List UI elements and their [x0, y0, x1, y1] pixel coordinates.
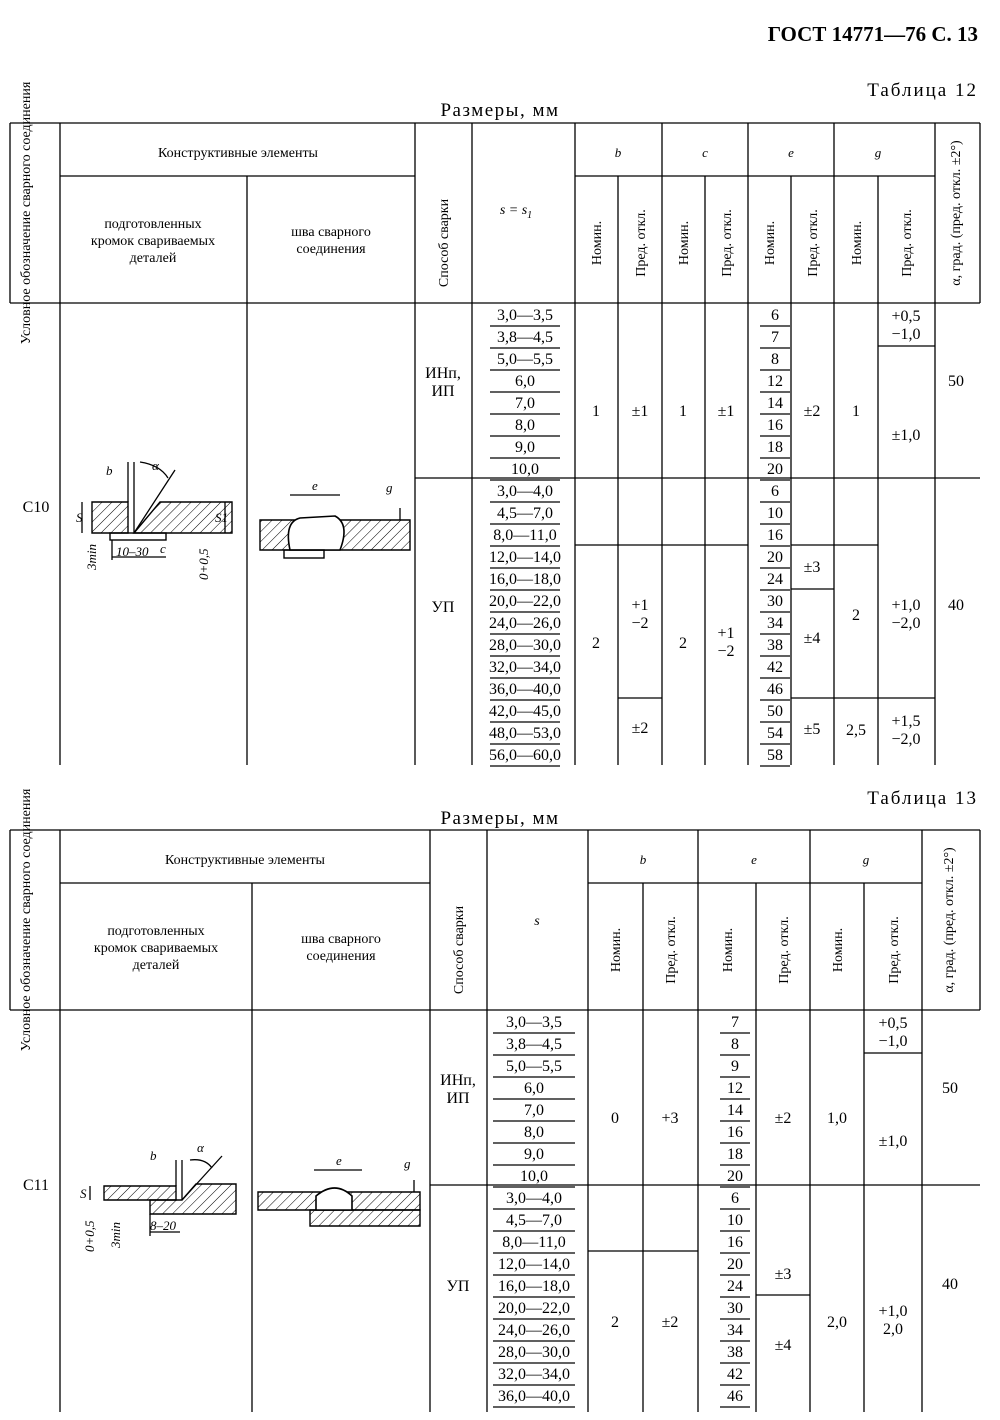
- t12-s-cell: 48,0—53,0: [489, 725, 561, 742]
- t13-e-cell: 42: [727, 1366, 743, 1383]
- t12-subhdr-4: Номин.: [763, 220, 778, 266]
- t13-e-cell: 16: [727, 1124, 743, 1141]
- t12-c-dev-3: −2: [717, 643, 735, 660]
- t13-method1-a: ИНп,: [440, 1072, 476, 1089]
- t12-s-cell: 42,0—45,0: [489, 703, 561, 720]
- t12-g-dev-4: +1,0: [891, 597, 921, 614]
- t13-e-cell: 10: [727, 1212, 743, 1229]
- c10-prepared-figure: [76, 458, 232, 580]
- t12-g-nom-1: 1: [852, 403, 860, 420]
- t12-col-c: c: [702, 145, 708, 160]
- t12-e-cell: 24: [767, 571, 783, 588]
- table12: [10, 81, 980, 766]
- t12-s-cell: 5,0—5,5: [497, 351, 553, 368]
- t13-constructive: Конструктивные элементы: [165, 853, 325, 868]
- t12-c-nom-2: 2: [679, 635, 687, 652]
- t12-s-cell: 3,0—4,0: [497, 483, 553, 500]
- t12-e-cell: 10: [767, 505, 783, 522]
- t12-g-dev-5: −2,0: [891, 615, 921, 632]
- t12-s-cell: 20,0—22,0: [489, 593, 561, 610]
- t12-subhdr-3: Пред. откл.: [720, 209, 735, 277]
- t12-e-cell: 58: [767, 747, 783, 764]
- t12-c-dev-2: +1: [717, 625, 735, 642]
- t13-col-e: e: [751, 852, 757, 867]
- svg-text:S: S: [80, 1186, 87, 1201]
- svg-text:e: e: [336, 1153, 342, 1168]
- t12-prepared-3: деталей: [129, 251, 177, 266]
- t12-col-g: g: [874, 145, 882, 160]
- t13-g-nom-2: 2,0: [827, 1314, 847, 1331]
- t12-method1-a: ИНп,: [425, 365, 461, 382]
- t12-e-cell: 16: [767, 527, 783, 544]
- t12-b-nom-2: 2: [592, 635, 600, 652]
- t13-alpha-1: 50: [942, 1080, 958, 1097]
- t12-s-cell: 7,0: [515, 395, 535, 412]
- t12-e-cell: 6: [771, 307, 779, 324]
- t13-g-nom-1: 1,0: [827, 1110, 847, 1127]
- t13-b-dev-2: ±2: [661, 1314, 679, 1331]
- t13-s-cell: 5,0—5,5: [506, 1058, 562, 1075]
- t12-s-cell: 28,0—30,0: [489, 637, 561, 654]
- t13-g-dev-2: −1,0: [878, 1033, 908, 1050]
- t12-s-cell: 6,0: [515, 373, 535, 390]
- t12-s-cell: 36,0—40,0: [489, 681, 561, 698]
- t12-code: C10: [22, 499, 50, 516]
- t12-e-cell: 6: [771, 483, 779, 500]
- svg-text:α: α: [152, 458, 159, 473]
- t13-e-cell: 30: [727, 1300, 743, 1317]
- t12-b-dev-1: ±1: [631, 403, 649, 420]
- t13-e-cell: 18: [727, 1146, 743, 1163]
- t12-e-cell: 16: [767, 417, 783, 434]
- t12-col-e: e: [788, 145, 794, 160]
- t12-e-cell: 20: [767, 461, 783, 478]
- t13-subhdr-5: Пред. откл.: [887, 916, 902, 984]
- t13-seam-1: шва сварного: [301, 932, 381, 947]
- svg-text:c: c: [160, 541, 166, 556]
- t12-e-dev-2: ±3: [803, 559, 821, 576]
- t13-s-cell: 7,0: [524, 1102, 544, 1119]
- t13-prepared-2: кромок свариваемых: [93, 941, 219, 956]
- t12-s-cell: 9,0: [515, 439, 535, 456]
- t13-subhdr-1: Пред. откл.: [664, 916, 679, 984]
- t13-s-cell: 12,0—14,0: [498, 1256, 570, 1273]
- t12-g-dev-6: +1,5: [891, 713, 921, 730]
- t13-g-dev-3: ±1,0: [878, 1133, 908, 1150]
- t12-method1-b: ИП: [431, 383, 455, 400]
- t13-alpha: α, град. (пред. откл. ±2°): [942, 847, 957, 993]
- t13-b-nom-1: 0: [611, 1110, 619, 1127]
- t12-constructive: Конструктивные элементы: [158, 146, 318, 161]
- t12-e-dev-1: ±2: [803, 403, 821, 420]
- t12-e-cell: 54: [767, 725, 783, 742]
- t13-b-dev-1: +3: [661, 1110, 679, 1127]
- t12-e-cell: 12: [767, 373, 783, 390]
- t12-s-cell: 24,0—26,0: [489, 615, 561, 632]
- t13-e-cell: 7: [731, 1014, 739, 1031]
- t12-s-cell: 16,0—18,0: [489, 571, 561, 588]
- t12-e-cell: 30: [767, 593, 783, 610]
- t12-g-nom-2: 2: [852, 607, 860, 624]
- svg-text:g: g: [404, 1156, 411, 1171]
- t13-method: Способ сварки: [452, 905, 467, 995]
- t13-e-cell: 46: [727, 1388, 743, 1405]
- table13: [10, 788, 980, 1412]
- t13-e-cell: 8: [731, 1036, 739, 1053]
- t13-e-cell: 14: [727, 1102, 743, 1119]
- t13-s-cell: 3,8—4,5: [506, 1036, 562, 1053]
- t12-b-dev-3: −2: [631, 615, 649, 632]
- t12-s-cell: 8,0—11,0: [493, 527, 557, 544]
- t12-e-cell: 34: [767, 615, 783, 632]
- t13-subhdr-2: Номин.: [721, 927, 736, 973]
- t12-subhdr-2: Номин.: [677, 220, 692, 266]
- t13-e-cell: 12: [727, 1080, 743, 1097]
- svg-text:α: α: [197, 1140, 204, 1155]
- t13-s-cell: 6,0: [524, 1080, 544, 1097]
- t12-g-dev-3: ±1,0: [891, 427, 921, 444]
- t13-s-cell: 3,0—3,5: [506, 1014, 562, 1031]
- t13-s-cell: 8,0—11,0: [502, 1234, 566, 1251]
- t13-e-cell: 6: [731, 1190, 739, 1207]
- t12-seam-2: соединения: [296, 242, 366, 257]
- t13-e-cell: 34: [727, 1322, 743, 1339]
- t13-alpha-2: 40: [942, 1276, 958, 1293]
- t12-designation-1: Условное обозначение сварного соединения: [19, 81, 34, 345]
- t13-s-cell: 16,0—18,0: [498, 1278, 570, 1295]
- t12-subhdr-0: Номин.: [590, 220, 605, 266]
- t12-e-dev-3: ±4: [803, 630, 821, 647]
- t12-subhdr-7: Пред. откл.: [900, 209, 915, 277]
- t12-s-cell: 3,0—3,5: [497, 307, 553, 324]
- t12-method2: УП: [431, 599, 455, 616]
- t12-s-cell: 8,0: [515, 417, 535, 434]
- t12-e-cell: 50: [767, 703, 783, 720]
- t13-s-header: s: [534, 914, 540, 929]
- svg-text:S1: S1: [215, 510, 228, 525]
- svg-text:e: e: [312, 478, 318, 493]
- t13-g-dev-1: +0,5: [878, 1015, 908, 1032]
- t13-method1-b: ИП: [446, 1090, 470, 1107]
- t13-e-cell: 20: [727, 1256, 743, 1273]
- t12-subhdr-1: Пред. откл.: [634, 209, 649, 277]
- t12-subhdr-5: Пред. откл.: [806, 209, 821, 277]
- t12-s-cell: 10,0: [511, 461, 539, 478]
- t13-subhdr-0: Номин.: [609, 927, 624, 973]
- t13-e-cell: 38: [727, 1344, 743, 1361]
- t13-subhdr-4: Номин.: [831, 927, 846, 973]
- t13-e-cell: 9: [731, 1058, 739, 1075]
- t12-g-nom-3: 2,5: [846, 722, 866, 739]
- t13-b-nom-2: 2: [611, 1314, 619, 1331]
- t12-e-cell: 7: [771, 329, 779, 346]
- t13-col-g: g: [862, 852, 870, 867]
- t13-s-cell: 3,0—4,0: [506, 1190, 562, 1207]
- svg-text:0+0,5: 0+0,5: [82, 1220, 97, 1252]
- t13-e-dev-3: ±4: [774, 1337, 792, 1354]
- t12-alpha-1: 50: [948, 373, 964, 390]
- t12-subhdr-6: Номин.: [850, 220, 865, 266]
- t13-method2: УП: [446, 1278, 470, 1295]
- svg-text:0+0,5: 0+0,5: [196, 548, 211, 580]
- t13-col-b: b: [639, 852, 647, 867]
- t13-s-cell: 20,0—22,0: [498, 1300, 570, 1317]
- svg-text:b: b: [106, 463, 113, 478]
- c11-prepared-figure: [80, 1140, 236, 1252]
- table12-caption: Таблица 12: [867, 80, 978, 101]
- t12-col-b: b: [614, 145, 622, 160]
- t13-s-cell: 8,0: [524, 1124, 544, 1141]
- t12-s-cell: 3,8—4,5: [497, 329, 553, 346]
- t13-e-dev-2: ±3: [774, 1266, 792, 1283]
- svg-text:b: b: [150, 1148, 157, 1163]
- c10-seam-figure: [260, 478, 410, 558]
- t13-s-cell: 10,0: [520, 1168, 548, 1185]
- t12-s-cell: 56,0—60,0: [489, 747, 561, 764]
- t12-s-cell: 12,0—14,0: [489, 549, 561, 566]
- t12-g-dev-1: +0,5: [891, 308, 921, 325]
- t12-s-cell: 32,0—34,0: [489, 659, 561, 676]
- t12-e-cell: 18: [767, 439, 783, 456]
- t12-g-dev-2: −1,0: [891, 326, 921, 343]
- t12-alpha-2: 40: [948, 597, 964, 614]
- t13-designation: Условное обозначение сварного соединения: [19, 788, 34, 1052]
- t12-prepared-2: кромок свариваемых: [90, 234, 216, 249]
- t13-prepared-1: подготовленных: [107, 924, 205, 939]
- t13-e-cell: 24: [727, 1278, 743, 1295]
- t13-e-dev-1: ±2: [774, 1110, 792, 1127]
- t12-e-cell: 38: [767, 637, 783, 654]
- t12-s-header: $s = s_1$: [499, 203, 533, 221]
- t12-e-cell: 20: [767, 549, 783, 566]
- t13-s-cell: 4,5—7,0: [506, 1212, 562, 1229]
- svg-text:10–30: 10–30: [116, 544, 149, 559]
- svg-text:3min: 3min: [108, 1222, 123, 1248]
- t12-e-dev-4: ±5: [803, 721, 821, 738]
- page-header: ГОСТ 14771—76 С. 13: [767, 22, 978, 46]
- table13-caption: Таблица 13: [867, 788, 978, 809]
- t13-seam-2: соединения: [306, 949, 376, 964]
- t12-b-dev-4: ±2: [631, 720, 649, 737]
- t12-s-cell: 4,5—7,0: [497, 505, 553, 522]
- t13-prepared-3: деталей: [132, 958, 180, 973]
- table12-dims: Размеры, мм: [440, 100, 560, 121]
- svg-text:3min: 3min: [84, 544, 99, 570]
- t12-e-cell: 8: [771, 351, 779, 368]
- t13-s-cell: 36,0—40,0: [498, 1388, 570, 1405]
- table13-dims: Размеры, мм: [440, 808, 560, 829]
- t12-b-dev-2: +1: [631, 597, 649, 614]
- t13-s-cell: 9,0: [524, 1146, 544, 1163]
- svg-text:S: S: [76, 510, 83, 525]
- t12-seam-1: шва сварного: [291, 225, 371, 240]
- t13-s-cell: 24,0—26,0: [498, 1322, 570, 1339]
- t13-subhdr-3: Пред. откл.: [777, 916, 792, 984]
- t13-e-cell: 20: [727, 1168, 743, 1185]
- t12-c-dev-1: ±1: [717, 403, 735, 420]
- t12-g-dev-7: −2,0: [891, 731, 921, 748]
- t12-alpha: α, град. (пред. откл. ±2°): [949, 140, 964, 286]
- svg-text:8–20: 8–20: [150, 1218, 176, 1233]
- c11-seam-figure: [258, 1153, 420, 1226]
- t12-e-cell: 42: [767, 659, 783, 676]
- t12-b-nom-1: 1: [592, 403, 600, 420]
- t13-g-dev-4: +1,0: [878, 1303, 908, 1320]
- svg-text:g: g: [386, 480, 393, 495]
- t13-e-cell: 16: [727, 1234, 743, 1251]
- t12-e-cell: 14: [767, 395, 783, 412]
- t13-s-cell: 28,0—30,0: [498, 1344, 570, 1361]
- t13-code: C11: [22, 1177, 50, 1194]
- t12-c-nom-1: 1: [679, 403, 687, 420]
- t13-g-dev-5: 2,0: [883, 1321, 903, 1338]
- t12-prepared-1: подготовленных: [104, 217, 202, 232]
- t13-s-cell: 32,0—34,0: [498, 1366, 570, 1383]
- t12-method: Способ сварки: [437, 198, 452, 288]
- t12-e-cell: 46: [767, 681, 783, 698]
